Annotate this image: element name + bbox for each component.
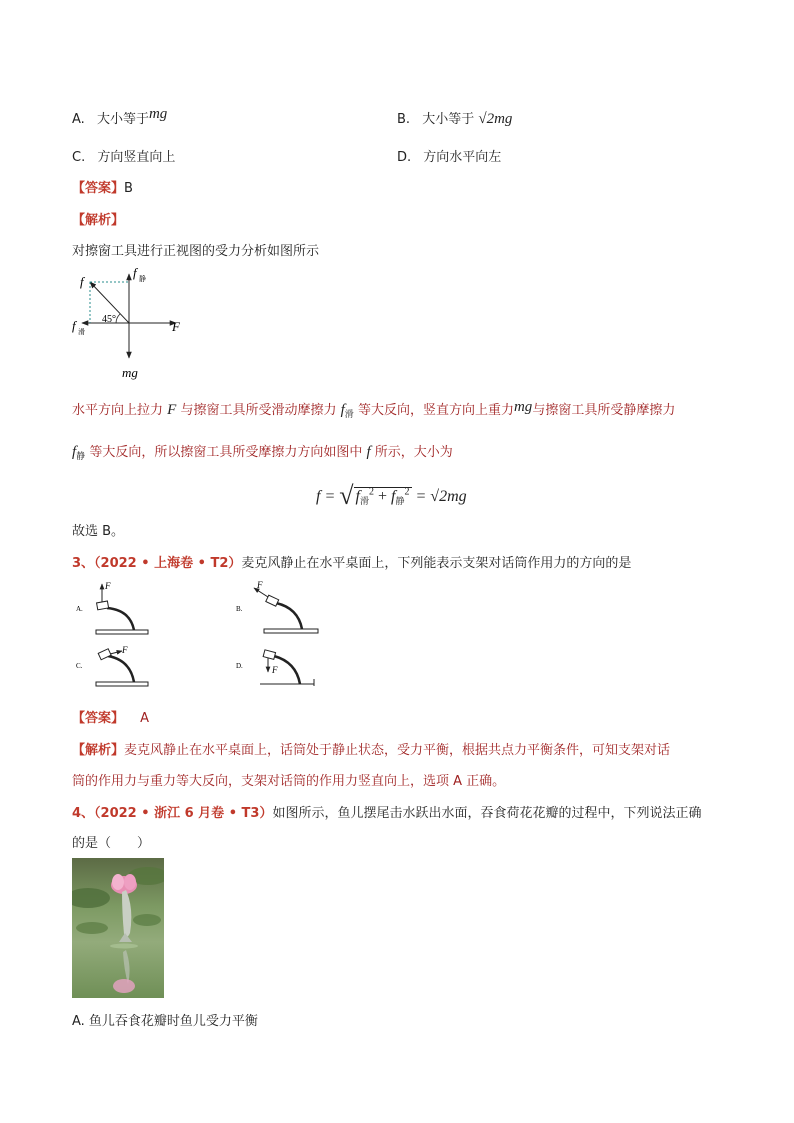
q3-number: 3、 — [72, 556, 95, 571]
fig-d-mic — [263, 650, 275, 660]
formula-plus: + — [378, 488, 388, 505]
q3-figure-c — [72, 642, 162, 690]
option-a-math: mg — [148, 106, 168, 122]
label-angle: 45° — [102, 314, 116, 325]
line2-f-symbol: f — [366, 444, 371, 460]
fig-b-force: F — [257, 580, 263, 590]
q3-figure-b — [232, 578, 322, 638]
force-diagram — [66, 266, 196, 382]
option-b-label: B. — [397, 112, 411, 127]
fig-b-table — [264, 629, 318, 633]
fig-c-arrow — [110, 651, 122, 654]
formula-exp-1: 2 — [369, 486, 374, 498]
line1-part-a: 水平方向上拉力 — [72, 403, 164, 418]
option-d-text: 方向水平向左 — [423, 150, 502, 165]
q3-answer-value: A — [140, 711, 150, 726]
angle-arc — [116, 314, 120, 323]
formula-term2-sub: 静 — [395, 496, 405, 506]
fish-lotus-photo — [72, 858, 164, 998]
line1-part-c: 等大反向，竖直方向上重力 — [357, 403, 514, 418]
analysis-line-1 — [72, 399, 675, 420]
fig-c-stand — [108, 656, 134, 682]
line2-f: f — [72, 444, 77, 460]
fig-a-stand — [107, 608, 134, 630]
line1-mg: mg — [513, 399, 533, 415]
q3-figure-d — [232, 642, 322, 690]
q4-stem-text-1: 如图所示，鱼儿摆尾击水跃出水面，吞食荷花花瓣的过程中，下列说法正确 — [272, 806, 702, 821]
q3-answer — [72, 707, 149, 726]
line1-part-d: 与擦窗工具所受静摩擦力 — [532, 403, 676, 418]
option-d — [397, 146, 501, 165]
q3-analysis-line-2: 筒的作用力与重力等大反向，支架对话筒的作用力竖直向上，选项 A 正确。 — [72, 774, 506, 789]
analysis-line-2 — [72, 441, 453, 462]
fig-a-label: A. — [76, 605, 83, 613]
fig-c-label: C. — [76, 662, 83, 670]
option-a — [72, 108, 167, 128]
q3-analysis-text-1: 麦克风静止在水平桌面上，话筒处于静止状态，受力平衡，根据共点力平衡条件，可知支架对话 — [124, 743, 671, 758]
option-b-text: 大小等于 — [422, 112, 475, 127]
formula-term1: f — [355, 488, 360, 505]
option-b-math: √2mg — [478, 111, 513, 127]
fig-d-force: F — [272, 665, 278, 675]
fig-a-mic — [97, 601, 109, 610]
formula-lhs: f = — [316, 488, 336, 505]
line2-part-a: 等大反向，所以擦窗工具所受摩擦力方向如图中 — [89, 445, 363, 460]
q2-answer — [72, 177, 133, 196]
answer-value: B — [124, 181, 133, 196]
option-b — [397, 108, 512, 128]
label-f-slide: f — [72, 318, 76, 333]
fig-c-mic — [98, 649, 111, 660]
q3-answer-tag: 【答案】 — [72, 711, 125, 726]
line1-f: f — [340, 402, 345, 418]
q4-stem-line-2: 的是（ ） — [72, 836, 151, 851]
q4-option-a: A. 鱼儿吞食花瓣时鱼儿受力平衡 — [72, 1014, 258, 1029]
line1-F: F — [167, 402, 177, 418]
q3-source: （2022 • 上海卷 • T2） — [94, 556, 242, 571]
q4-number: 4、 — [72, 806, 95, 821]
sqrt-icon: √ — [339, 481, 354, 510]
q3-stem — [72, 552, 631, 571]
option-c-label: C. — [72, 150, 86, 165]
q2-conclusion: 故选 B。 — [72, 524, 125, 539]
fig-b-stand — [276, 603, 302, 629]
fig-d-label: D. — [236, 662, 243, 670]
line2-part-b: 所示，大小为 — [374, 445, 453, 460]
option-a-text: 大小等于 — [96, 112, 149, 127]
label-mg: mg — [122, 365, 138, 380]
formula-exp-2: 2 — [404, 486, 410, 498]
line1-part-b: 与擦窗工具所受滑动摩擦力 — [180, 403, 337, 418]
line1-f-sub: 滑 — [344, 410, 354, 420]
label-f: f — [80, 274, 84, 289]
option-c-text: 方向竖直向上 — [97, 150, 176, 165]
q3-stem-text: 麦克风静止在水平桌面上，下列能表示支架对话筒作用力的方向的是 — [241, 556, 632, 571]
label-f-static-sub: 静 — [139, 275, 146, 283]
line2-f-sub: 静 — [76, 452, 86, 462]
formula-rhs: = √2mg — [415, 488, 467, 505]
q3-analysis-line-1 — [72, 739, 670, 758]
q4-stem-line-1 — [72, 802, 701, 821]
formula-term1-sub: 滑 — [359, 496, 369, 506]
q3-figure-a — [72, 578, 162, 638]
label-f-slide-sub: 滑 — [78, 328, 85, 336]
fig-d-stand — [274, 656, 300, 684]
q3-analysis-tag: 【解析】 — [72, 743, 125, 758]
label-f-static: f — [133, 266, 137, 280]
answer-tag: 【答案】 — [72, 181, 125, 196]
option-a-label: A. — [72, 112, 85, 127]
label-F: F — [172, 319, 180, 334]
fig-a-table — [96, 630, 148, 634]
q2-analysis-intro: 对擦窗工具进行正视图的受力分析如图所示 — [72, 244, 320, 259]
q4-source: （2022 • 浙江 6 月卷 • T3） — [94, 806, 273, 821]
formula-radicand — [354, 487, 412, 505]
formula — [316, 478, 467, 508]
option-d-label: D. — [397, 150, 412, 165]
fig-c-table — [96, 682, 148, 686]
fig-a-force: F — [105, 581, 111, 591]
fig-b-label: B. — [236, 605, 243, 613]
formula-term2: f — [391, 488, 396, 505]
q2-analysis-tag: 【解析】 — [72, 213, 125, 228]
option-c — [72, 146, 175, 165]
fig-c-force: F — [122, 645, 128, 655]
